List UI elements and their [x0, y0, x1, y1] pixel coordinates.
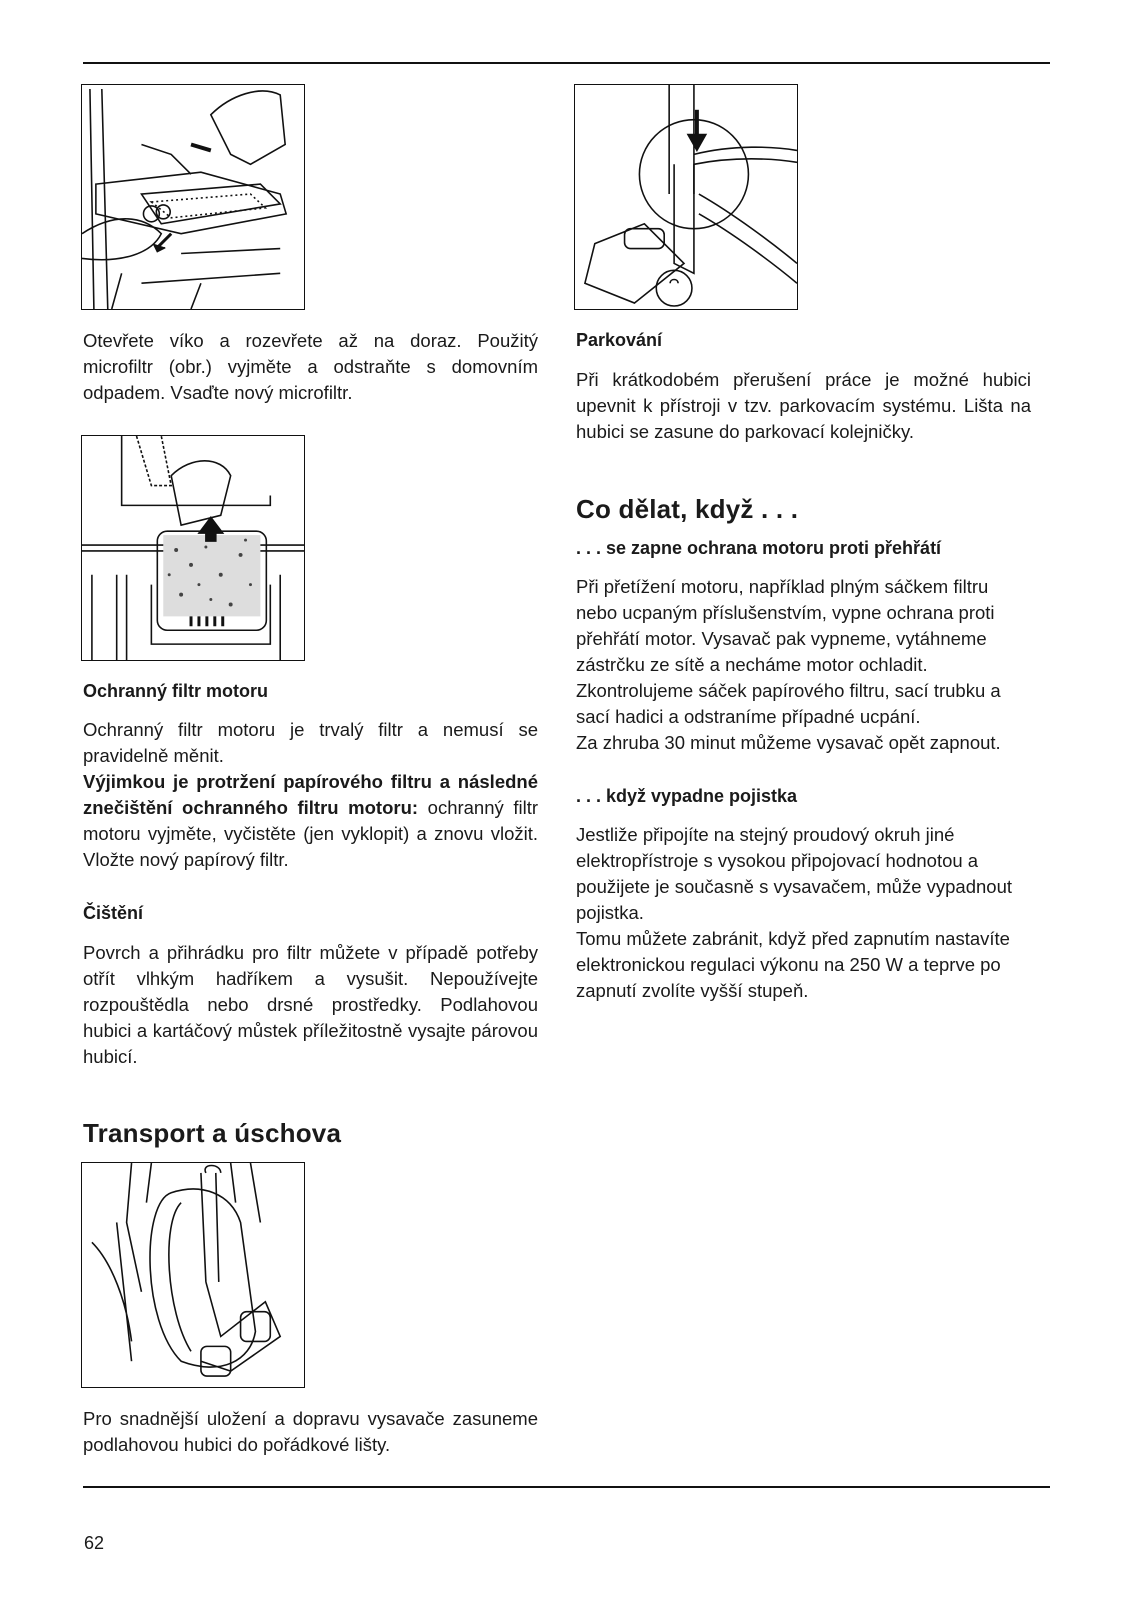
fuse-heading: . . . když vypadne pojistka — [576, 786, 798, 806]
microfilter-illustration — [81, 84, 305, 310]
motor-filter-heading: Ochranný filtr motoru — [83, 681, 269, 701]
overheat-text — [576, 574, 1031, 756]
fuse-text-2: Tomu můžete zabránit, když před zapnutím nastavíte elektronickou regulaci výkonu na 250 W a teprve po zapnutí zvolíte vyšší stupeň. — [576, 928, 1010, 1001]
transport-caption: Pro snadnější uložení a dopravu vysavače zasuneme podlahovou hubici do pořádkové lišty. — [83, 1408, 538, 1455]
transport-illustration — [81, 1162, 305, 1388]
top-rule — [83, 62, 1050, 64]
cleaning-heading: Čištění — [83, 903, 144, 923]
cleaning-text: Povrch a přihrádku pro filtr můžete v případě potřeby otřít vlhkým hadříkem a vysušit. Nepoužívejte rozpouštědla nebo drsné prostředky. Podlahovou hubici a kartáčový můstek příležitostně vysajte párovou hubicí. — [83, 942, 538, 1067]
page-number: 62 — [84, 1533, 105, 1553]
transport-heading: Transport a úschova — [83, 1118, 342, 1148]
motor-filter-illustration — [81, 435, 305, 661]
bottom-rule — [83, 1486, 1050, 1488]
overheat-text-1: Při přetížení motoru, například plným sáčkem filtru nebo ucpaným příslušenstvím, vypne ochrana proti přehřátí motor. Vysavač pak vypneme, vytáhneme zástrčku ze sítě a necháme motor ochladit. — [576, 576, 995, 675]
overheat-heading: . . . se zapne ochrana motoru proti přehřátí — [576, 538, 942, 558]
overheat-text-2: Zkontrolujeme sáček papírového filtru, sací trubku a sací hadici a odstraníme případné ucpání. — [576, 680, 1001, 727]
motor-filter-text-2: Výjimkou je protržení papírového filtru a následné znečištění ochranného filtru motoru: ochranný filtr motoru vyjměte, vyčistěte (jen vyklopit) a znovu vložit. Vložte nový papírový filtr. — [83, 771, 539, 870]
motor-filter-text-1: Ochranný filtr motoru je trvalý filtr a nemusí se pravidelně měnit. — [83, 719, 538, 766]
overheat-text-3: Za zhruba 30 minut můžeme vysavač opět zapnout. — [576, 732, 1001, 753]
parking-text: Při krátkodobém přerušení práce je možné hubici upevnit k přístroji v tzv. parkovacím systému. Lišta na hubici se zasune do parkovací kolejničky. — [576, 369, 1031, 442]
troubleshoot-heading: Co dělat, když . . . — [576, 494, 799, 524]
microfilter-caption: Otevřete víko a rozevřete až na doraz. Použitý microfiltr (obr.) vyjměte a odstraňte s domovním odpadem. Vsaďte nový microfiltr. — [83, 330, 538, 403]
parking-illustration — [574, 84, 798, 310]
parking-heading: Parkování — [576, 330, 663, 350]
fuse-text — [576, 822, 1031, 1004]
fuse-text-1: Jestliže připojíte na stejný proudový okruh jiné elektropřístroje s vysokou připojovací hodnotou a použijete je současně s vysavačem, může vypadnout pojistka. — [576, 824, 1013, 923]
motor-filter-text — [83, 717, 538, 873]
